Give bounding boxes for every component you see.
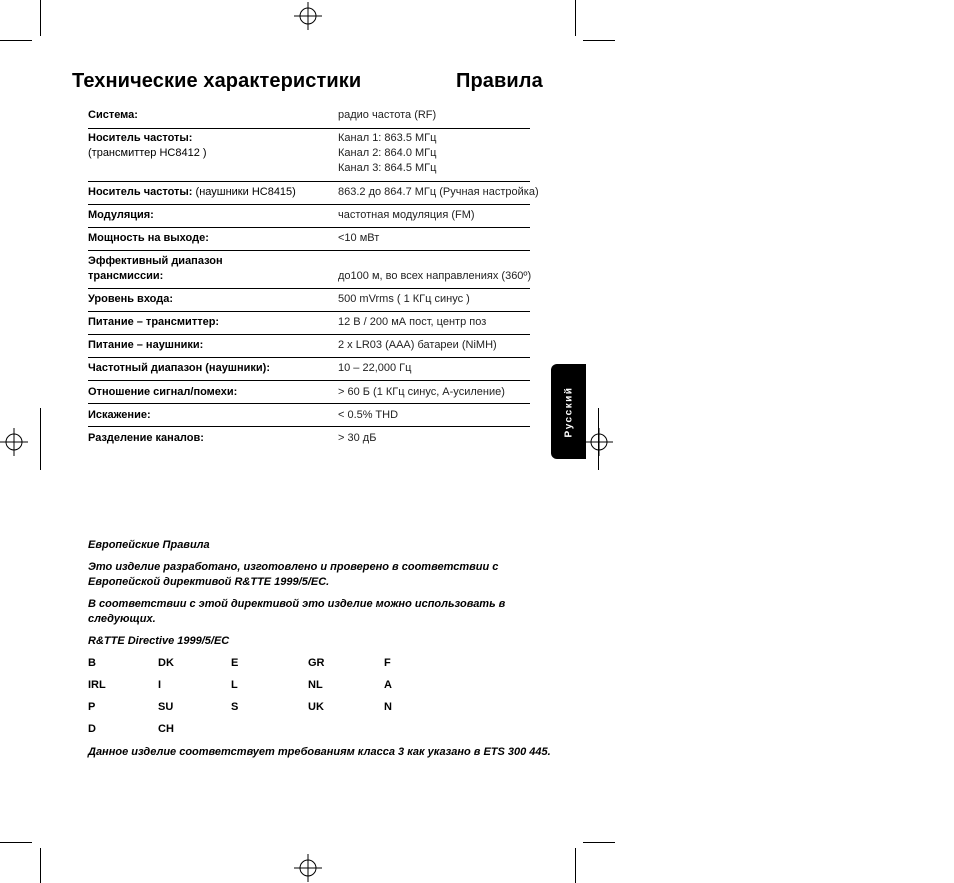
- registration-mark: [0, 428, 28, 456]
- spec-label: Питание – наушники:: [88, 339, 204, 351]
- spec-value: до100 м, во всех направлениях (360º): [338, 270, 532, 282]
- registration-mark: [294, 854, 322, 882]
- spec-value: Канал 1: 863.5 МГц: [338, 132, 437, 144]
- spec-row-power-transmitter: [88, 312, 530, 335]
- spec-label: Уровень входа:: [88, 293, 174, 305]
- spec-row-carrier-headphones: [88, 182, 539, 205]
- crop-mark: [575, 0, 576, 36]
- spec-value: > 60 Б (1 КГц синус, A-усиление): [338, 386, 505, 398]
- regulations-heading: Европейские Правила: [88, 539, 210, 551]
- language-tab: [551, 364, 586, 459]
- registration-mark: [294, 2, 322, 30]
- spec-label: Носитель частоты:: [88, 132, 193, 144]
- crop-mark: [40, 408, 41, 470]
- crop-mark: [583, 40, 615, 41]
- spec-value: частотная модуляция (FM): [338, 209, 475, 221]
- spec-label-note: (наушники HC8415): [192, 186, 296, 198]
- spec-label: Отношение сигнал/помехи:: [88, 386, 238, 398]
- spec-value: радио частота (RF): [338, 109, 437, 121]
- spec-label-note: (трансмиттер HC8412 ): [88, 147, 207, 159]
- country-code: CH: [158, 723, 174, 735]
- spec-row-modulation: [88, 205, 530, 228]
- regulations-paragraph-1: Это изделие разработано, изготовлено и проверено в соответствии с Европейской директивой R&TTE 1999/5/EC.: [88, 561, 499, 588]
- country-code: A: [384, 679, 392, 691]
- country-code: UK: [308, 701, 324, 713]
- country-code: S: [231, 701, 239, 713]
- spec-value: <10 мВт: [338, 232, 380, 244]
- spec-value: 10 – 22,000 Гц: [338, 362, 412, 374]
- spec-label: Мощность на выходе:: [88, 232, 209, 244]
- country-code: N: [384, 701, 392, 713]
- spec-label: Модуляция:: [88, 209, 154, 221]
- crop-mark: [40, 0, 41, 36]
- country-code: GR: [308, 657, 325, 669]
- spec-value: > 30 дБ: [338, 432, 377, 444]
- spec-value: 863.2 до 864.7 МГц (Ручная настройка): [338, 186, 539, 198]
- country-code: E: [231, 657, 239, 669]
- country-code: L: [231, 679, 238, 691]
- country-code: F: [384, 657, 391, 669]
- spec-label: Питание – трансмиттер:: [88, 316, 220, 328]
- spec-value: Канал 3: 864.5 МГц: [338, 162, 437, 174]
- spec-label: Частотный диапазон (наушники):: [88, 362, 270, 374]
- spec-row-frequency-range: [88, 358, 530, 381]
- spec-label: Разделение каналов:: [88, 432, 204, 444]
- spec-row-signal-noise: [88, 381, 530, 404]
- spec-row-carrier-transmitter: [88, 129, 530, 182]
- directive-label: R&TTE Directive 1999/5/EC: [88, 635, 230, 647]
- spec-value: < 0.5% THD: [338, 409, 399, 421]
- spec-row-system: [88, 106, 530, 129]
- spec-value: 500 mVrms ( 1 КГц синус ): [338, 293, 470, 305]
- spec-label: Эффективный диапазон: [88, 255, 223, 267]
- crop-mark: [583, 842, 615, 843]
- spec-value: 2 x LR03 (AAA) батареи (NiMH): [338, 339, 497, 351]
- registration-mark: [585, 428, 613, 456]
- spec-row-input-level: [88, 289, 530, 312]
- language-tab-label: Русский: [563, 386, 574, 437]
- spec-label: трансмиссии:: [88, 270, 164, 282]
- regulations-paragraph-2: В соответствии с этой директивой это изделие можно использовать в следующих.: [88, 598, 506, 625]
- country-code: I: [158, 679, 162, 691]
- country-code: IRL: [88, 679, 106, 691]
- crop-mark: [40, 848, 41, 883]
- crop-mark: [575, 848, 576, 883]
- country-code: NL: [308, 679, 323, 691]
- country-code: DK: [158, 657, 174, 669]
- page-title-regulations: Правила: [456, 70, 543, 92]
- crop-mark: [0, 842, 32, 843]
- crop-mark: [0, 40, 32, 41]
- spec-value: 12 В / 200 мА пост, центр поз: [338, 316, 487, 328]
- spec-row-distortion: [88, 404, 530, 427]
- regulations-footer: Данное изделие соответствует требованиям класса 3 как указано в ETS 300 445.: [88, 746, 551, 758]
- page-title-specifications: Технические характеристики: [72, 70, 362, 92]
- country-code: SU: [158, 701, 174, 713]
- spec-label: Искажение:: [88, 409, 151, 421]
- spec-row-output-power: [88, 228, 530, 251]
- country-code: P: [88, 701, 96, 713]
- country-code: B: [88, 657, 96, 669]
- specifications-table: [88, 106, 539, 449]
- spec-value: Канал 2: 864.0 МГц: [338, 147, 437, 159]
- spec-label: Носитель частоты:: [88, 186, 193, 198]
- spec-row-channel-separation: [88, 427, 530, 449]
- country-code: D: [88, 723, 96, 735]
- crop-mark: [598, 408, 599, 470]
- spec-row-effective-range: [88, 251, 530, 289]
- spec-row-power-headphones: [88, 335, 530, 358]
- spec-label: Система:: [88, 109, 138, 121]
